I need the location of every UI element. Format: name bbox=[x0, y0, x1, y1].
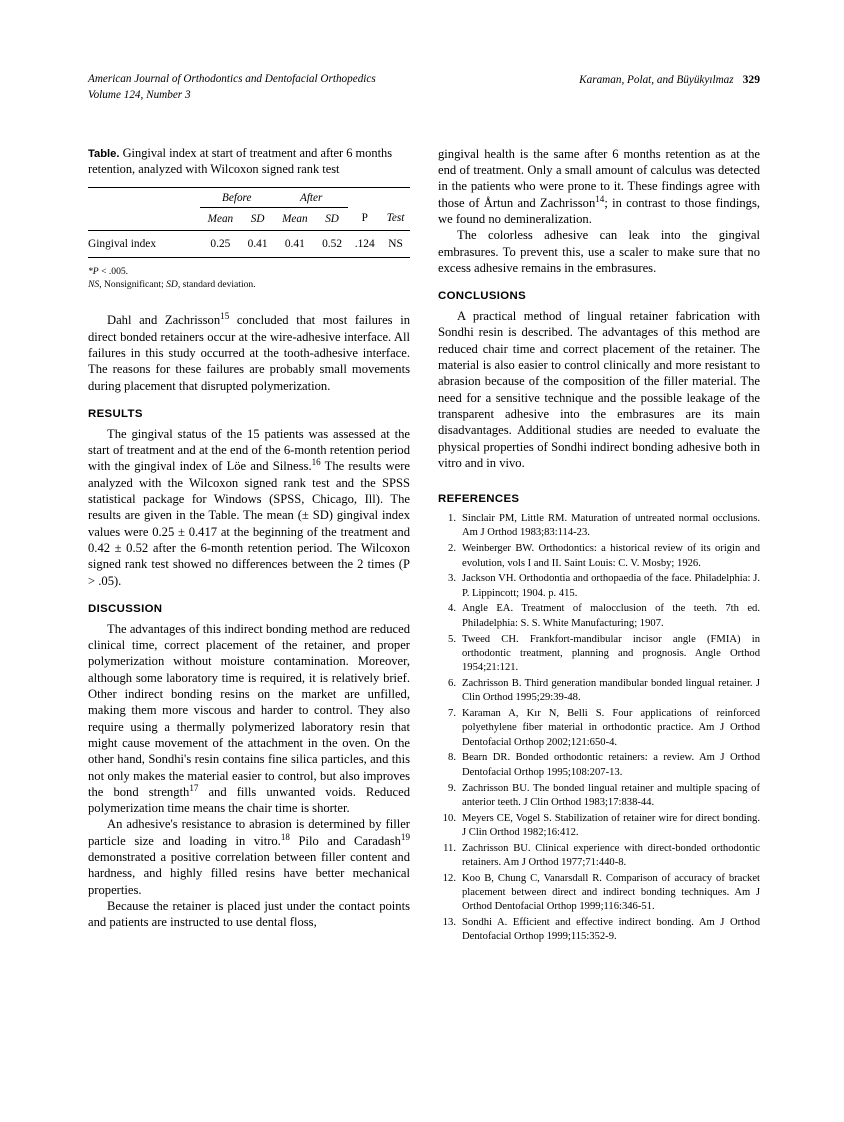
table-caption-text: Gingival index at start of treatment and after 6 months retention, analyzed with Wilcoxon signed rank test bbox=[88, 145, 393, 176]
list-item: Weinberger BW. Orthodontics: a historical review of its origin and evolution, vols I and II. Saint Louis: C. V. Mosby; 1926. bbox=[462, 543, 760, 569]
table-row bbox=[88, 230, 410, 257]
paragraph-adhesive: The colorless adhesive can leak into the gingival embrasures. To prevent this, use a scaler to make sure that no excess adhesive remains in the embrasures. bbox=[438, 228, 760, 275]
table-cell-test: NS bbox=[381, 230, 410, 257]
author-names: Karaman, Polat, and Büyükyılmaz bbox=[579, 74, 734, 86]
running-head-authors-page bbox=[579, 72, 760, 89]
paragraph-dahl-zachrisson bbox=[88, 312, 410, 393]
list-item: Koo B, Chung C, Vanarsdall R. Comparison of accuracy of bracket placement between direct and indirect bonding techniques. Am J Orthod Dentofacial Orthop 1999;116:346-51. bbox=[462, 872, 760, 913]
citation-14: 14 bbox=[595, 193, 605, 204]
paragraph-conclusions: A practical method of lingual retainer fabrication with Sondhi resin is described. The advantages of this method are reduced chair time and correct placement of the retainer. The material is also easier to control clinically and more resistant to abrasion because of the composition of the filler material. The need for a sensitive technique and the possible leakage of the transparent adhesive into the embrasures are its main disadvantages. Additional studies are needed to evaluate the physical properties of Sondhi indirect bonding adhesive both in vitro and in vivo. bbox=[438, 309, 760, 470]
table-group-blank-2 bbox=[348, 187, 381, 207]
list-item: Zachrisson B. Third generation mandibular bonded lingual retainer. J Clin Orthod 1995;29:39-48. bbox=[462, 677, 760, 704]
heading-references: REFERENCES bbox=[438, 493, 520, 506]
table-col-after-mean: Mean bbox=[282, 212, 308, 225]
citation-15: 15 bbox=[220, 311, 230, 322]
gingival-index-table bbox=[88, 187, 410, 258]
table-label: Table. bbox=[88, 147, 120, 160]
continuation-a: gingival health is the same after 6 months retention as at the end of treatment. Only a small amount of calculus was detected in the patients who were prone to it. These findings agree with those of Årtun and Zachrisson bbox=[438, 146, 760, 210]
discussion2-a: An adhesive's resistance to abrasion is determined by filler particle size and loading in vitro. bbox=[88, 817, 410, 848]
continuation-b: ; in contrast to those findings, we found no demineralization. bbox=[438, 195, 760, 226]
discussion2-b: Pilo and Caradash bbox=[289, 833, 401, 848]
table-col-after-sd: SD bbox=[325, 212, 339, 225]
paragraph-discussion-3: Because the retainer is placed just under the contact points and patients are instructed to use dental floss, bbox=[88, 898, 410, 930]
right-column bbox=[438, 146, 760, 946]
results-b: The results were analyzed with the Wilcoxon signed rank test and the SPSS statistical package for Windows (SPSS, Chicago, Ill). The results are given in the Table. The mean (± SD) gingival index values were 0.25 ± 0.417 at the beginning of the treatment and 0.42 ± 0.52 after the 6-month retention period. The Wilcoxon signed rank test showed no differences between the 2 times (P > .05). bbox=[88, 459, 410, 588]
table-col-blank bbox=[88, 207, 200, 230]
list-item: Zachrisson BU. Clinical experience with direct-bonded orthodontic retainers. Am J Orthod 1977;71:440-8. bbox=[462, 842, 760, 868]
discussion1-a: The advantages of this indirect bonding method are reduced clinical time, correct placement of the retainer, and proper polymerization without moisture contamination. Moreover, although some laboratory time is required, it is relatively brief. Other indirect bonding resins on the market are unfilled, making them more viscous and harder to control. They also require using a thermally polymerized laboratory resin that might cause movement of the attachment in the oven. On the other hand, Sondhi's resin contains fine silica particles, and this not only makes the material easier to control, but also improves the bond strength bbox=[88, 621, 410, 799]
table-cell-before-mean: 0.25 bbox=[200, 230, 242, 257]
table-cell-after-sd: 0.52 bbox=[316, 230, 349, 257]
paragraph-discussion-1 bbox=[88, 621, 410, 817]
table-group-blank-3 bbox=[381, 187, 410, 207]
list-item: Jackson VH. Orthodontia and orthopaedia of the face. Philadelphia: J. P. Lippincott; 1904. p. 415. bbox=[462, 573, 760, 599]
dahl-post: concluded that most failures in direct bonded retainers occur at the wire-adhesive interface. All failures in this study occurred at the tooth-adhesive interface. The reasons for these failures are probably small movements during placement that disrupted polymerization. bbox=[88, 313, 410, 393]
heading-discussion: DISCUSSION bbox=[88, 602, 163, 615]
list-item: Tweed CH. Frankfort-mandibular incisor angle (FMIA) in orthodontic treatment, planning and prognosis. Angle Orthod 1954;21:121. bbox=[462, 633, 760, 674]
table-cell-before-sd: 0.41 bbox=[241, 230, 274, 257]
table-footnote-abbreviations bbox=[88, 278, 410, 292]
list-item: Sondhi A. Efficient and effective indirect bonding. Am J Orthod Dentofacial Orthop 1999;115:352-9. bbox=[462, 917, 760, 943]
table-footnotes bbox=[88, 265, 410, 293]
table-row-label: Gingival index bbox=[88, 230, 200, 257]
citation-17: 17 bbox=[189, 782, 199, 793]
table-group-after: After bbox=[274, 187, 348, 207]
table-group-header-row bbox=[88, 187, 410, 207]
list-item: Angle EA. Treatment of malocclusion of the teeth. 7th ed. Philadelphia: S. S. White Manufacturing; 1907. bbox=[462, 603, 760, 629]
dahl-pre: Dahl and Zachrisson bbox=[107, 313, 221, 328]
citation-18: 18 bbox=[280, 831, 290, 842]
table-column-header-row bbox=[88, 207, 410, 230]
paragraph-discussion-2 bbox=[88, 816, 410, 897]
table-group-blank bbox=[88, 187, 200, 207]
list-item: Zachrisson BU. The bonded lingual retainer and multiple spacing of anterior teeth. J Clin Orthod 1983;17:838-44. bbox=[462, 782, 760, 808]
left-column bbox=[88, 146, 410, 931]
paragraph-results bbox=[88, 426, 410, 589]
table-bottom-rule bbox=[88, 257, 410, 258]
journal-volume-issue: Volume 124, Number 3 bbox=[88, 88, 191, 101]
reference-list bbox=[438, 512, 760, 945]
table-col-before-mean: Mean bbox=[207, 212, 234, 225]
abbrev-ns: NS, bbox=[88, 279, 102, 291]
list-item: Sinclair PM, Little RM. Maturation of untreated normal occlusions. Am J Orthod 1983;83:114-23. bbox=[462, 513, 760, 539]
citation-19: 19 bbox=[400, 831, 410, 842]
sig-rest: < .005. bbox=[98, 265, 129, 277]
two-column-body bbox=[88, 146, 760, 946]
paragraph-continuation bbox=[438, 146, 760, 227]
table-col-before-sd: SD bbox=[250, 212, 265, 225]
page-number: 329 bbox=[742, 73, 760, 86]
list-item: Karaman A, Kır N, Belli S. Four applications of reinforced polyethylene fiber material in orthodontic practice. Am J Orthod Dentofacial Orthop 2002;121:650-4. bbox=[462, 708, 760, 748]
journal-title: American Journal of Orthodontics and Dentofacial Orthopedics bbox=[88, 73, 376, 85]
list-item: Meyers CE, Vogel S. Stabilization of retainer wire for direct bonding. J Clin Orthod 1982;16:412. bbox=[462, 812, 760, 838]
discussion1-b: and fills unwanted voids. Reduced polymerization time means the chair time is shorter. bbox=[88, 784, 410, 816]
table-col-test: Test bbox=[386, 212, 405, 225]
table-col-p: P bbox=[361, 212, 368, 225]
table-cell-p: .124 bbox=[348, 230, 381, 257]
abbrev-sd-text: standard deviation. bbox=[180, 279, 256, 291]
results-a: The gingival status of the 15 patients was assessed at the start of treatment and at the end of the 6-month retention period with the gingival index of Löe and Silness. bbox=[88, 426, 410, 474]
running-head bbox=[88, 72, 760, 104]
table-caption bbox=[88, 146, 410, 178]
abbrev-sd: SD, bbox=[166, 279, 181, 291]
table-group-before: Before bbox=[200, 187, 274, 207]
citation-16: 16 bbox=[311, 457, 321, 468]
abbrev-ns-text: Nonsignificant; bbox=[101, 279, 167, 291]
running-head-journal bbox=[88, 72, 376, 104]
heading-conclusions: CONCLUSIONS bbox=[438, 290, 527, 303]
table-block bbox=[88, 146, 410, 293]
discussion2-c: demonstrated a positive correlation between filler content and hardness, and highly filled resins have better mechanical properties. bbox=[88, 849, 410, 897]
table-cell-after-mean: 0.41 bbox=[274, 230, 316, 257]
table-footnote-significance: *P < .005. bbox=[88, 265, 129, 277]
list-item: Bearn DR. Bonded orthodontic retainers: a review. Am J Orthod Dentofacial Orthop 1995;108:207-13. bbox=[462, 752, 760, 778]
heading-results: RESULTS bbox=[88, 407, 143, 420]
